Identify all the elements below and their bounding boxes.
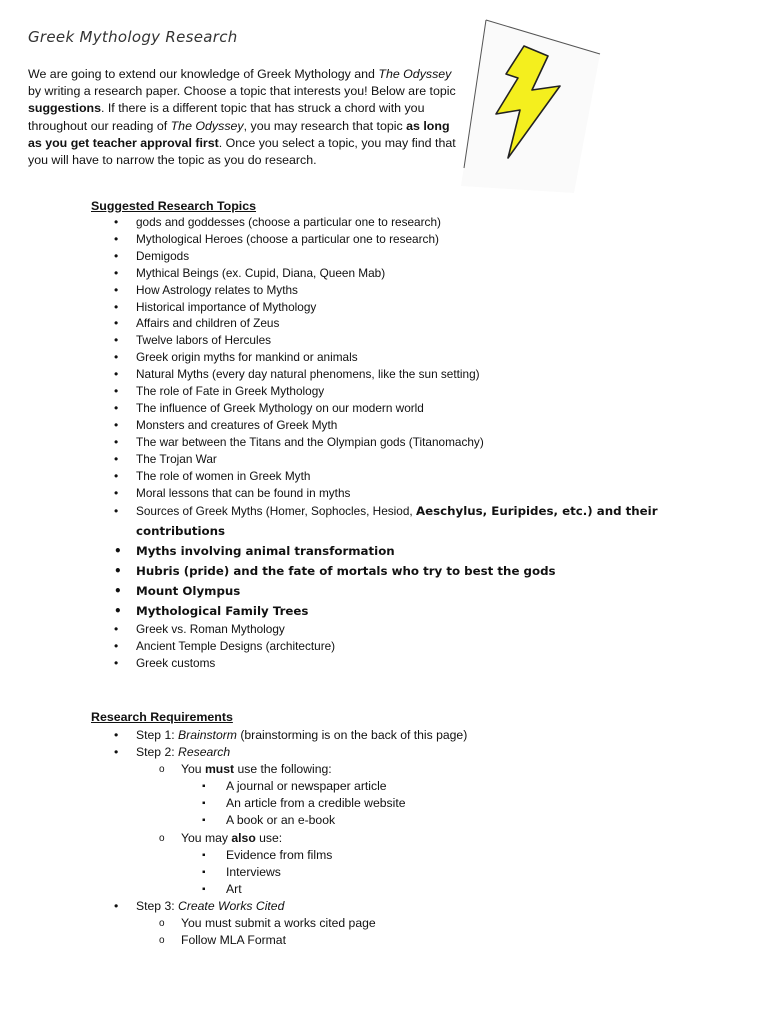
list-item: • Greek origin myths for mankind or animals: [114, 349, 674, 366]
intro-paragraph: [28, 66, 458, 169]
intro-text: . If there is a different topic that has struck a chord with you throughout our reading of: [28, 101, 425, 133]
list-item: ▪ An article from a credible website: [114, 795, 674, 812]
lightning-bolt-icon: [456, 18, 606, 193]
step-note: (brainstorming is on the back of this page): [236, 728, 468, 742]
step-label: Step 1:: [136, 728, 179, 742]
list-item: • Greek customs: [114, 655, 674, 672]
list-item: • Historical importance of Mythology: [114, 299, 674, 316]
topics-list: [114, 214, 674, 672]
intro-approval-emphasis: as long as you get teacher approval first: [28, 118, 450, 150]
intro-suggestions-emphasis: suggestions: [28, 101, 101, 116]
list-item: • The war between the Titans and the Olympian gods (Titanomachy): [114, 434, 674, 451]
list-item: • How Astrology relates to Myths: [114, 282, 674, 299]
list-item: • Ancient Temple Designs (architecture): [114, 638, 674, 655]
must-emphasis: must: [204, 762, 235, 777]
list-item: • The role of Fate in Greek Mythology: [114, 383, 674, 400]
list-item: o Follow MLA Format: [114, 932, 674, 949]
intro-odyssey-title: The Odyssey: [378, 67, 452, 81]
list-item: o You must submit a works cited page: [114, 915, 674, 932]
list-item: ▪ A book or an e-book: [114, 812, 674, 829]
list-item: • Hubris (pride) and the fate of mortals who try to best the gods: [114, 561, 674, 581]
sources-topic-head: Sources of Greek Myths (Homer, Sophocles, Hesiod,: [136, 504, 416, 519]
list-item: • Demigods: [114, 248, 674, 265]
list-item: • Mythological Heroes (choose a particular one to research): [114, 231, 674, 248]
step-label: Step 2:: [136, 745, 179, 760]
list-item: • Natural Myths (every day natural phenomens, like the sun setting): [114, 366, 674, 383]
step-2: [114, 744, 674, 761]
intro-text: by writing a research paper. Choose a topic that interests you! Below are topic: [28, 84, 456, 99]
list-item-sources: [114, 501, 674, 541]
text: use the following:: [234, 762, 332, 777]
list-item: • The Trojan War: [114, 451, 674, 468]
list-item: • Moral lessons that can be found in myths: [114, 485, 674, 502]
text: You: [181, 762, 205, 777]
sources-topic-tail: Aeschylus, Euripides, etc.) and their contributions: [136, 504, 658, 539]
intro-text: We are going to extend our knowledge of Greek Mythology and: [28, 67, 379, 81]
list-item: • Mythological Family Trees: [114, 601, 674, 621]
step-label: Step 3:: [136, 898, 179, 913]
list-item: • Mythical Beings (ex. Cupid, Diana, Queen Mab): [114, 265, 674, 282]
step-name: Research: [178, 745, 231, 760]
list-item: • Monsters and creatures of Greek Myth: [114, 417, 674, 434]
text: You may: [181, 830, 232, 845]
list-item: ▪ Art: [114, 881, 674, 898]
list-item: • Myths involving animal transformation: [114, 541, 674, 561]
list-item: • Twelve labors of Hercules: [114, 332, 674, 349]
page-title: Greek Mythology Research: [28, 28, 238, 46]
step-3: [114, 898, 674, 915]
step-1: [114, 727, 674, 744]
list-item: • Mount Olympus: [114, 581, 674, 601]
requirements-list: [114, 727, 674, 949]
step-name: Brainstorm: [178, 728, 237, 742]
also-use-item: [114, 830, 674, 847]
list-item: ▪ Evidence from films: [114, 847, 674, 864]
requirements-heading: Research Requirements: [91, 710, 233, 724]
list-item: ▪ A journal or newspaper article: [114, 778, 674, 795]
list-item: • Greek vs. Roman Mythology: [114, 621, 674, 638]
list-item: • The influence of Greek Mythology on our modern world: [114, 400, 674, 417]
list-item: • Affairs and children of Zeus: [114, 315, 674, 332]
topics-heading: Suggested Research Topics: [91, 199, 257, 213]
step-name: Create Works Cited: [178, 898, 285, 913]
also-emphasis: also: [231, 830, 256, 845]
intro-odyssey-title: The Odyssey: [170, 118, 244, 133]
text: use:: [255, 830, 283, 845]
intro-text: , you may research that topic: [243, 118, 407, 133]
intro-text: . Once you select a topic, you may find that you will have to narrow the topic as you do research.: [28, 135, 456, 168]
list-item: ▪ Interviews: [114, 864, 674, 881]
list-item: • gods and goddesses (choose a particular one to research): [114, 214, 674, 231]
list-item: • The role of women in Greek Myth: [114, 468, 674, 485]
must-use-item: [114, 761, 674, 778]
